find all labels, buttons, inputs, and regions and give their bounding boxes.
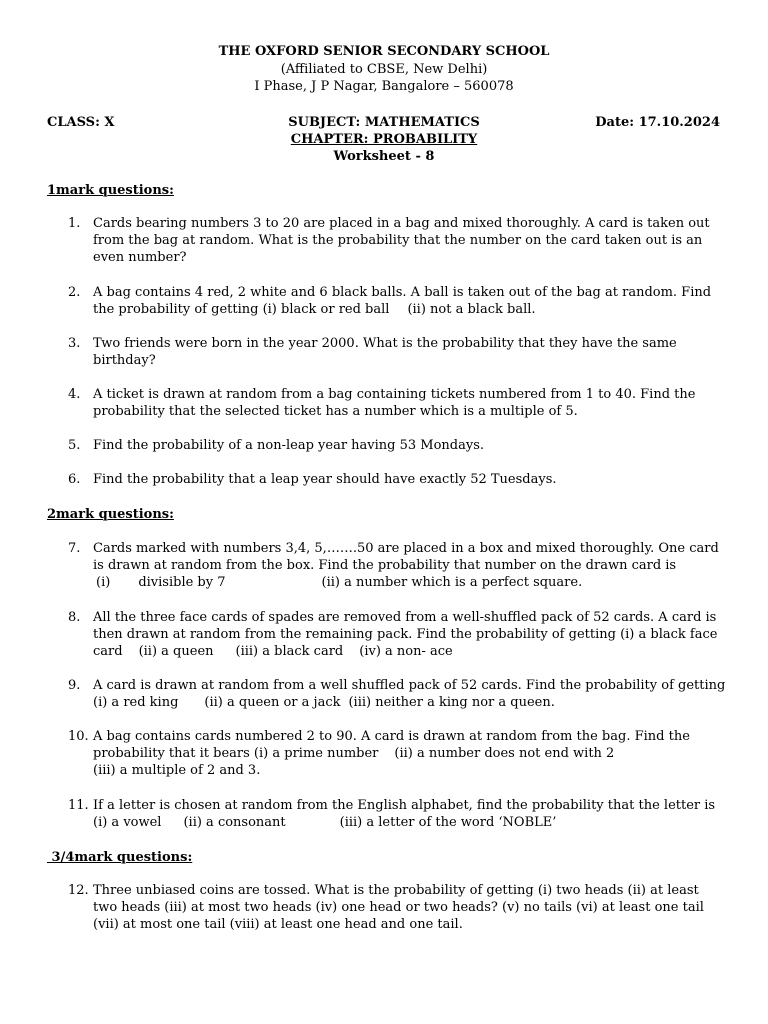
- question-text-line: Three unbiased coins are tossed. What is the probability of getting (i) two heads (ii) at least: [93, 883, 699, 898]
- question-text-part: the probability of getting (i) black or red ball: [93, 302, 390, 317]
- section-heading-text: 3/4mark questions:: [47, 850, 193, 865]
- question-option-label: (i): [96, 575, 111, 590]
- question-text-line: Find the probability of a non-leap year having 53 Mondays.: [93, 438, 485, 453]
- question-text-line: A bag contains cards numbered 2 to 90. A card is drawn at random from the bag. Find the: [93, 729, 690, 744]
- question-8: [68, 609, 728, 660]
- question-text-line: If a letter is chosen at random from the English alphabet, find the probability that the letter is: [93, 798, 716, 813]
- question-option: (ii) not a black ball.: [407, 302, 536, 317]
- question-option: (iii) a black card: [235, 644, 344, 659]
- question-9: [68, 677, 728, 711]
- question-3: [68, 335, 728, 369]
- question-11: [68, 797, 728, 831]
- question-option: divisible by 7: [138, 575, 226, 590]
- question-text-line: Find the probability that a leap year should have exactly 52 Tuesdays.: [93, 472, 557, 487]
- question-text-line: All the three face cards of spades are removed from a well-shuffled pack of 52 cards. A card is: [93, 610, 717, 625]
- affiliation: (Affiliated to CBSE, New Delhi): [280, 62, 488, 77]
- question-text-line: then drawn at random from the remaining pack. Find the probability of getting (i) a black face: [93, 627, 718, 642]
- question-text-line: A bag contains 4 red, 2 white and 6 black balls. A ball is taken out of the bag at random. Find: [93, 285, 712, 300]
- question-option: (ii) a number which is a perfect square.: [321, 575, 583, 590]
- question-number: 2.: [68, 285, 81, 300]
- question-number: 12.: [68, 883, 89, 898]
- worksheet-number: Worksheet - 8: [333, 149, 435, 164]
- question-option: (i) a red king: [93, 695, 179, 710]
- question-text-part: card: [93, 644, 123, 659]
- question-option: (iii) neither a king nor a queen.: [348, 695, 555, 710]
- question-text-line: even number?: [93, 250, 187, 265]
- question-number: 5.: [68, 438, 81, 453]
- question-7: [68, 540, 728, 591]
- section-heading-2mark: 2mark questions:: [47, 507, 174, 522]
- question-text-line: is drawn at random from the box. Find the probability that number on the drawn card is: [93, 558, 677, 573]
- question-option: (ii) a queen: [138, 644, 214, 659]
- question-text-line: Cards marked with numbers 3,4, 5,…….50 are placed in a box and mixed thoroughly. One card: [93, 541, 719, 556]
- question-number: 1.: [68, 216, 81, 231]
- question-number: 8.: [68, 610, 81, 625]
- question-text-line: birthday?: [93, 353, 156, 368]
- question-number: 3.: [68, 336, 81, 351]
- question-option: (i) a vowel: [93, 815, 162, 830]
- question-12: [68, 882, 728, 933]
- question-10: [68, 728, 728, 779]
- question-number: 11.: [68, 798, 89, 813]
- question-2: [68, 284, 728, 318]
- section-heading-3-4mark: [47, 849, 192, 866]
- question-text-line: (vii) at most one tail (viii) at least one head and one tail.: [93, 917, 463, 932]
- question-text-line: Two friends were born in the year 2000. What is the probability that they have the same: [93, 336, 677, 351]
- question-text-line: two heads (iii) at most two heads (iv) one head or two heads? (v) no tails (vi) at least one tail: [93, 900, 704, 915]
- question-text-line: Cards bearing numbers 3 to 20 are placed in a bag and mixed thoroughly. A card is taken out: [93, 216, 710, 231]
- question-option: (ii) a consonant: [183, 815, 286, 830]
- question-option: (iv) a non- ace: [359, 644, 453, 659]
- question-option: (ii) a number does not end with 2: [394, 746, 615, 761]
- school-name: THE OXFORD SENIOR SECONDARY SCHOOL: [218, 44, 550, 59]
- question-option: (ii) a queen or a jack: [204, 695, 341, 710]
- section-heading-1mark: 1mark questions:: [47, 183, 174, 198]
- question-option: (iii) a multiple of 2 and 3.: [93, 763, 261, 778]
- question-number: 10.: [68, 729, 89, 744]
- question-option: (iii) a letter of the word ‘NOBLE’: [339, 815, 557, 830]
- question-4: [68, 386, 728, 420]
- class-label: CLASS: X: [47, 115, 115, 130]
- question-text-line: probability that the selected ticket has a number which is a multiple of 5.: [93, 404, 578, 419]
- question-text-line: A card is drawn at random from a well shuffled pack of 52 cards. Find the probability of getting: [93, 678, 726, 693]
- question-number: 9.: [68, 678, 81, 693]
- question-number: 6.: [68, 472, 81, 487]
- question-text-line: A ticket is drawn at random from a bag containing tickets numbered from 1 to 40. Find the: [93, 387, 696, 402]
- subject-label: SUBJECT: MATHEMATICS: [288, 115, 480, 130]
- question-6: [68, 471, 728, 488]
- chapter-title: CHAPTER: PROBABILITY: [290, 132, 478, 147]
- question-1: [68, 215, 728, 266]
- question-number: 7.: [68, 541, 81, 556]
- school-address: I Phase, J P Nagar, Bangalore – 560078: [254, 79, 514, 94]
- question-text-line: from the bag at random. What is the probability that the number on the card taken out is an: [93, 233, 703, 248]
- question-text-part: probability that it bears (i) a prime number: [93, 746, 379, 761]
- date-label: Date: 17.10.2024: [595, 115, 720, 130]
- question-number: 4.: [68, 387, 81, 402]
- question-5: [68, 437, 728, 454]
